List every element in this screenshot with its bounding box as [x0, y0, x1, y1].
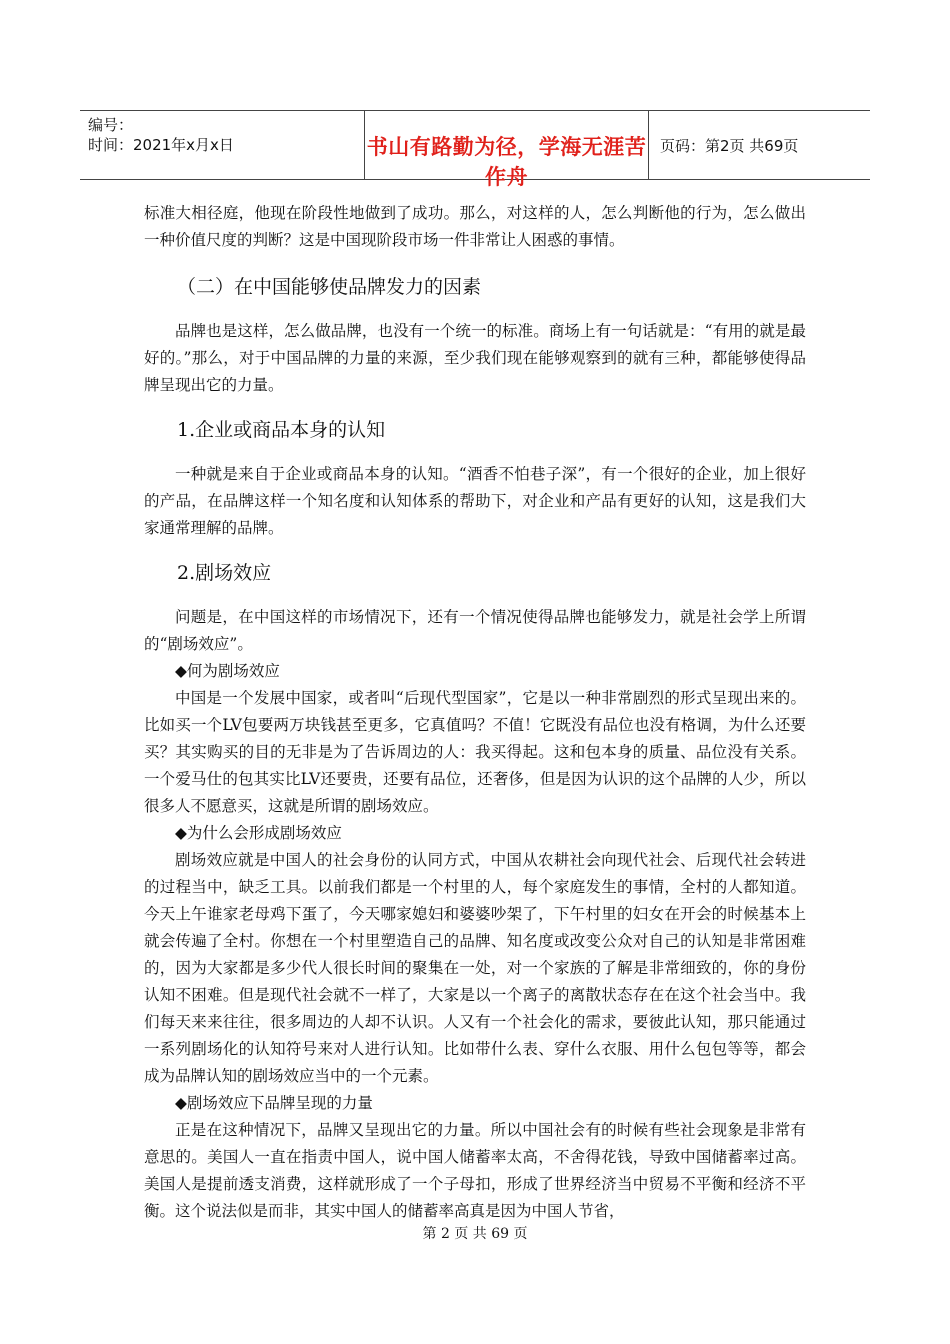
paragraph: 问题是，在中国这样的市场情况下，还有一个情况使得品牌也能够发力，就是社会学上所谓的“剧场效应”。: [144, 608, 806, 653]
header-page-number: 页码：第2页 共69页: [660, 137, 799, 155]
paragraph: 品牌也是这样，怎么做品牌，也没有一个统一的标准。商场上有一句话就是：“有用的就是最好的。”那么，对于中国品牌的力量的来源，至少我们现在能够观察到的就有三种，都能够使得品牌呈现出它的力量。: [144, 322, 806, 394]
section-heading: （二）在中国能够使品牌发力的因素: [177, 276, 482, 298]
bullet-heading: ◆剧场效应下品牌呈现的力量: [175, 1094, 373, 1112]
bullet-heading: ◆何为剧场效应: [175, 662, 280, 680]
document-header: [80, 110, 870, 189]
header-meta: [88, 115, 288, 155]
subsection-heading: 2.剧场效应: [177, 562, 272, 584]
bullet-heading: ◆为什么会形成剧场效应: [175, 824, 342, 842]
page-footer: 第 2 页 共 69 页: [422, 1226, 528, 1242]
document-body: [144, 200, 806, 1225]
subsection-heading: 1.企业或商品本身的认知: [177, 419, 386, 441]
paragraph: 标准大相径庭，他现在阶段性地做到了成功。那么，对这样的人，怎么判断他的行为，怎么做出一种价值尺度的判断？这是中国现阶段市场一件非常让人困惑的事情。: [144, 204, 806, 249]
paragraph: 剧场效应就是中国人的社会身份的认同方式，中国从农耕社会向现代社会、后现代社会转进的过程当中，缺乏工具。以前我们都是一个村里的人，每个家庭发生的事情，全村的人都知道。今天上午谁家老母鸡下蛋了，今天哪家媳妇和婆婆吵架了，下午村里的妇女在开会的时候基本上就会传遍了全村。你想在一个村里塑造自己的品牌、知名度或改变公众对自己的认知是非常困难的，因为大家都是多少代人很长时间的聚集在一处，对一个家族的了解是非常细致的，你的身份认知不困难。但是现代社会就不一样了，大家是以一个离子的离散状态存在在这个社会当中。我们每天来来往往，很多周边的人却不认识。人又有一个社会化的需求，要彼此认知，那只能通过一系列剧场化的认知符号来对人进行认知。比如带什么表、穿什么衣服、用什么包包等等，都会成为品牌认知的剧场效应当中的一个元素。: [144, 851, 806, 1085]
paragraph: 正是在这种情况下，品牌又呈现出它的力量。所以中国社会有的时候有些社会现象是非常有意思的。美国人一直在指责中国人，说中国人储蓄率太高，不舍得花钱，导致中国储蓄率过高。美国人是提前透支消费，这样就形成了一个子母扣，形成了世界经济当中贸易不平衡和经济不平衡。这个说法似是而非，其实中国人的储蓄率高真是因为中国人节省，: [144, 1121, 806, 1220]
header-number: 编号：: [88, 116, 134, 134]
header-divider: [648, 111, 649, 179]
paragraph: 一种就是来自于企业或商品本身的认知。“酒香不怕巷子深”，有一个很好的企业，加上很好的产品，在品牌这样一个知名度和认知体系的帮助下，对企业和产品有更好的认知，这是我们大家通常理解的品牌。: [144, 465, 806, 537]
header-motto: 书山有路勤为径，学海无涯苦作舟: [366, 135, 647, 189]
paragraph: 中国是一个发展中国家，或者叫“后现代型国家”，它是以一种非常剧烈的形式呈现出来的。比如买一个LV包要两万块钱甚至更多，它真值吗？不值！它既没有品位也没有格调，为什么还要买？其实购买的目的无非是为了告诉周边的人：我买得起。这和包本身的质量、品位没有关系。一个爱马仕的包其实比LV还要贵，还要有品位，还奢侈，但是因为认识的这个品牌的人少，所以很多人不愿意买，这就是所谓的剧场效应。: [144, 689, 806, 815]
header-time: 时间：2021年x月x日: [88, 136, 234, 154]
